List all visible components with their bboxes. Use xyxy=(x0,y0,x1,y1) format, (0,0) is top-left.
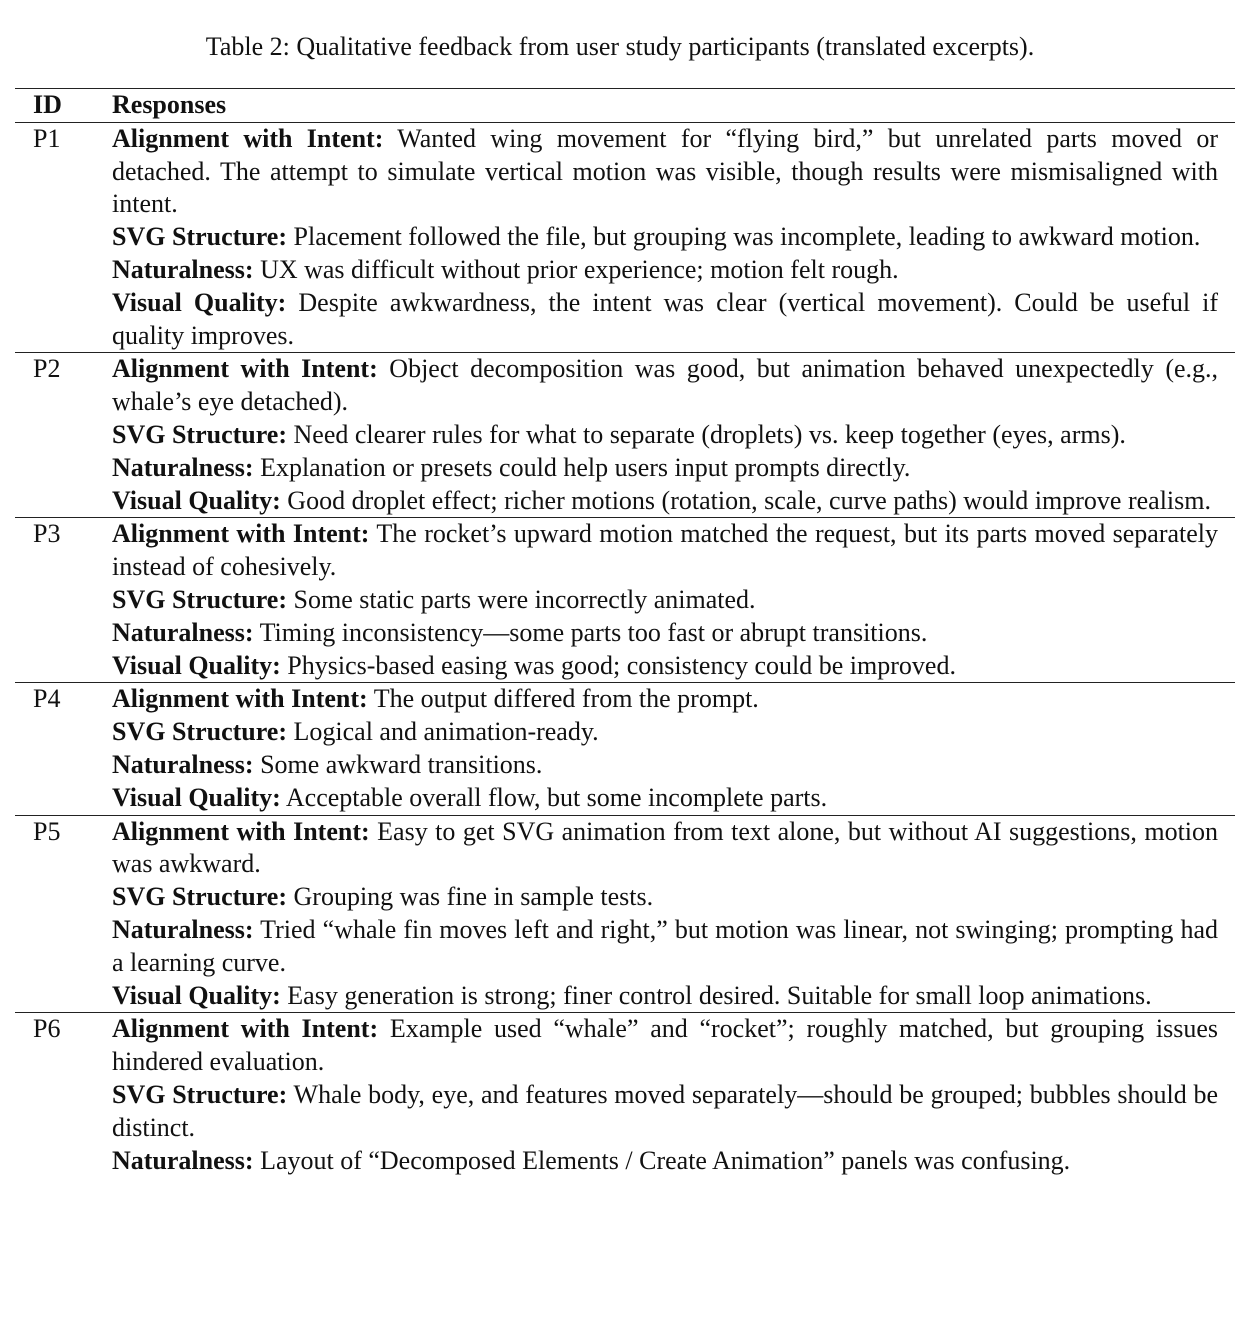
response-text: Need clearer rules for what to separate (droplets) vs. keep together (eyes, arms). xyxy=(293,419,1126,449)
response-label: Alignment with Intent: xyxy=(112,354,378,384)
response-label: SVG Structure: xyxy=(112,584,288,614)
response-label: SVG Structure: xyxy=(112,419,288,449)
header-responses: Responses xyxy=(112,90,227,119)
response-text: Tried “whale fin moves left and right,” but motion was linear, not swinging; prompting had a learning curve. xyxy=(112,914,1218,977)
response-item xyxy=(112,254,1218,287)
feedback-table xyxy=(15,88,1235,1177)
response-label: Naturalness: xyxy=(112,749,254,779)
response-label: Naturalness: xyxy=(112,1145,254,1175)
response-item xyxy=(112,1079,1218,1145)
response-text: Some static parts were incorrectly animated. xyxy=(293,584,756,614)
table-row xyxy=(15,517,1235,682)
response-text: UX was difficult without prior experience; motion felt rough. xyxy=(260,254,899,284)
response-item xyxy=(112,1013,1218,1079)
responses-cell xyxy=(112,518,1218,682)
response-text: Layout of “Decomposed Elements / Create Animation” panels was confusing. xyxy=(260,1145,1071,1175)
response-label: Alignment with Intent: xyxy=(112,816,370,846)
table-header-row xyxy=(15,88,1235,122)
response-label: Visual Quality: xyxy=(112,287,287,317)
table-row xyxy=(15,122,1235,353)
response-label: Naturalness: xyxy=(112,914,254,944)
response-label: Naturalness: xyxy=(112,617,254,647)
table-caption: Table 2: Qualitative feedback from user study participants (translated excerpts). xyxy=(205,32,1035,61)
response-item xyxy=(112,881,1218,914)
participant-id: P5 xyxy=(33,816,61,846)
response-item xyxy=(112,749,1218,782)
response-label: Visual Quality: xyxy=(112,782,281,812)
response-text: Some awkward transitions. xyxy=(260,749,543,779)
table-row xyxy=(15,352,1235,517)
participant-id: P6 xyxy=(33,1014,61,1044)
response-item xyxy=(112,452,1218,485)
table-row xyxy=(15,682,1235,814)
response-item xyxy=(112,914,1218,980)
response-text: Grouping was fine in sample tests. xyxy=(293,882,654,912)
response-text: Easy to get SVG animation from text alone, but without AI suggestions, motion was awkward. xyxy=(112,816,1219,879)
response-item xyxy=(112,287,1218,353)
response-text: The rocket’s upward motion matched the request, but its parts moved separately instead of cohesively. xyxy=(112,519,1219,582)
response-item xyxy=(112,353,1218,419)
participant-id: P4 xyxy=(33,684,61,714)
participant-id: P1 xyxy=(33,123,61,153)
response-item xyxy=(112,485,1218,518)
response-label: Visual Quality: xyxy=(112,650,281,680)
response-label: SVG Structure: xyxy=(112,717,288,747)
response-item xyxy=(112,419,1218,452)
response-text: Whale body, eye, and features moved separately—should be grouped; bubbles should be distinct. xyxy=(112,1079,1218,1142)
responses-cell xyxy=(112,816,1218,1013)
response-label: Alignment with Intent: xyxy=(112,684,368,714)
response-item xyxy=(112,980,1218,1013)
response-text: Acceptable overall flow, but some incomplete parts. xyxy=(285,782,828,812)
response-text: Good droplet effect; richer motions (rotation, scale, curve paths) would improve realism. xyxy=(287,485,1211,515)
response-text: Wanted wing movement for “flying bird,” but unrelated parts moved or detached. The attempt to simulate vertical motion was visible, though results were mismisaligned with intent. xyxy=(112,123,1219,219)
responses-cell xyxy=(112,1013,1218,1177)
response-label: Alignment with Intent: xyxy=(112,123,384,153)
response-item xyxy=(112,683,1218,716)
response-item xyxy=(112,716,1218,749)
response-item xyxy=(112,617,1218,650)
table-row xyxy=(15,1012,1235,1177)
table-body xyxy=(15,122,1235,1178)
responses-cell xyxy=(112,123,1218,353)
response-item xyxy=(112,221,1218,254)
response-text: Object decomposition was good, but animation behaved unexpectedly (e.g., whale’s eye detached). xyxy=(112,354,1219,417)
header-id: ID xyxy=(33,90,62,119)
response-item xyxy=(112,1145,1218,1178)
table-row xyxy=(15,815,1235,1013)
response-label: SVG Structure: xyxy=(112,882,288,912)
response-item xyxy=(112,123,1218,221)
response-text: Timing inconsistency—some parts too fast or abrupt transitions. xyxy=(259,617,928,647)
response-text: Physics-based easing was good; consistency could be improved. xyxy=(287,650,956,680)
responses-cell xyxy=(112,353,1218,517)
response-label: Visual Quality: xyxy=(112,980,281,1010)
response-text: Despite awkwardness, the intent was clear (vertical movement). Could be useful if quality improves. xyxy=(112,287,1218,350)
response-item xyxy=(112,584,1218,617)
response-text: Example used “whale” and “rocket”; roughly matched, but grouping issues hindered evaluation. xyxy=(112,1014,1218,1077)
responses-cell xyxy=(112,683,1218,814)
response-text: Placement followed the file, but grouping was incomplete, leading to awkward motion. xyxy=(293,222,1201,252)
response-text: Easy generation is strong; finer control desired. Suitable for small loop animations. xyxy=(287,980,1152,1010)
response-label: Alignment with Intent: xyxy=(112,1014,379,1044)
response-label: SVG Structure: xyxy=(112,222,288,252)
response-item xyxy=(112,518,1218,584)
response-label: Naturalness: xyxy=(112,254,254,284)
participant-id: P2 xyxy=(33,354,61,384)
response-item xyxy=(112,650,1218,683)
response-item xyxy=(112,816,1218,882)
response-item xyxy=(112,782,1218,815)
response-text: The output differed from the prompt. xyxy=(373,684,759,714)
response-label: Naturalness: xyxy=(112,452,254,482)
response-label: Alignment with Intent: xyxy=(112,519,370,549)
response-label: Visual Quality: xyxy=(112,485,281,515)
participant-id: P3 xyxy=(33,519,61,549)
response-label: SVG Structure: xyxy=(112,1079,288,1109)
response-text: Logical and animation-ready. xyxy=(293,717,599,747)
response-text: Explanation or presets could help users input prompts directly. xyxy=(260,452,911,482)
